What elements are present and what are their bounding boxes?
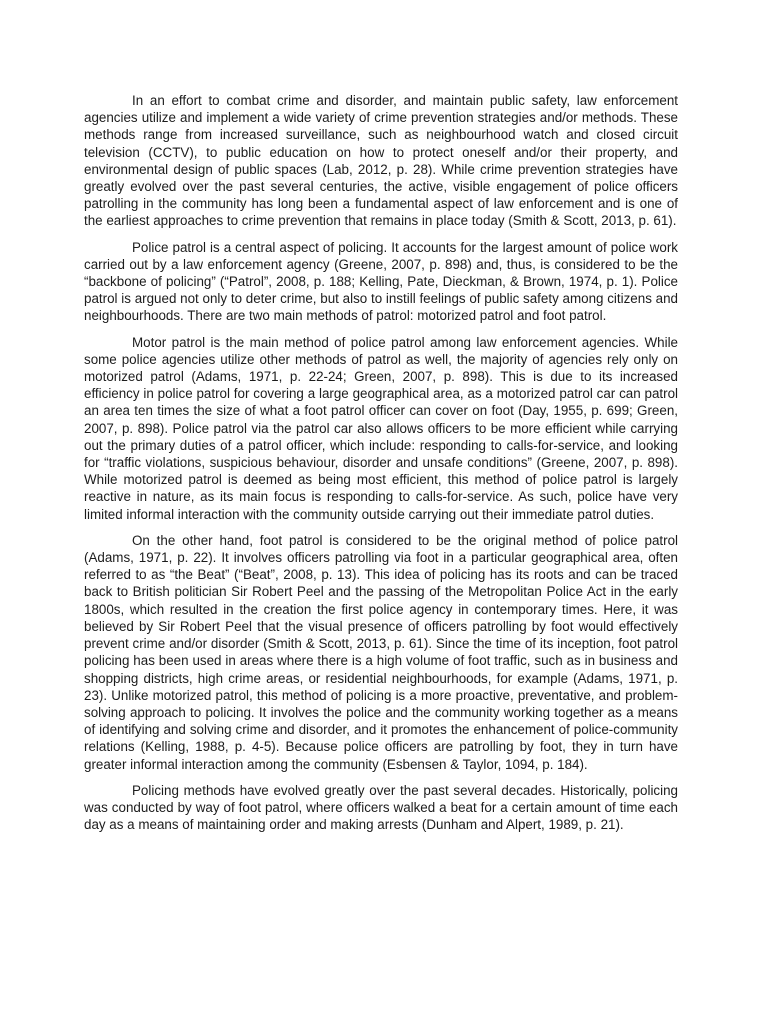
- paragraph-motor-patrol: Motor patrol is the main method of police patrol among law enforcement agencies. While some police agencies utilize other methods of patrol as well, the majority of agencies rely only on motorized patrol (Adams, 1971, p. 22-24; Green, 2007, p. 898). This is due to its increased efficiency in police patrol for covering a large geographical area, as a motorized patrol car can patrol an area ten times the size of what a foot patrol officer can cover on foot (Day, 1955, p. 699; Green, 2007, p. 898). Police patrol via the patrol car also allows officers to be more efficient while carrying out the primary duties of a patrol officer, which include: responding to calls-for-service, and looking for “traffic violations, suspicious behaviour, disorder and unsafe conditions” (Greene, 2007, p. 898). While motorized patrol is deemed as being most efficient, this method of police patrol is largely reactive in nature, as its main focus is responding to calls-for-service. As such, police have very limited informal interaction with the community outside carrying out their immediate patrol duties.: [84, 334, 678, 522]
- paragraph-police-patrol: Police patrol is a central aspect of policing. It accounts for the largest amount of police work carried out by a law enforcement agency (Greene, 2007, p. 898) and, thus, is considered to be the “backbone of policing” (“Patrol”, 2008, p. 188; Kelling, Pate, Dieckman, & Brown, 1974, p. 1). Police patrol is argued not only to deter crime, but also to instill feelings of public safety among citizens and neighbourhoods. There are two main methods of patrol: motorized patrol and foot patrol.: [84, 239, 678, 324]
- document-page: [84, 92, 678, 842]
- paragraph-foot-patrol: On the other hand, foot patrol is considered to be the original method of police patrol (Adams, 1971, p. 22). It involves officers patrolling via foot in a particular geographical area, often referred to as “the Beat” (“Beat”, 2008, p. 13). This idea of policing has its roots and can be traced back to British politician Sir Robert Peel and the passing of the Metropolitan Police Act in the early 1800s, which resulted in the creation the first police agency in contemporary times. Here, it was believed by Sir Robert Peel that the visual presence of officers patrolling by foot would effectively prevent crime and/or disorder (Smith & Scott, 2013, p. 61). Since the time of its inception, foot patrol policing has been used in areas where there is a high volume of foot traffic, such as in business and shopping districts, high crime areas, or residential neighbourhoods, for example (Adams, 1971, p. 23). Unlike motorized patrol, this method of policing is a more proactive, preventative, and problem-solving approach to policing. It involves the police and the community working together as a means of identifying and solving crime and disorder, and it promotes the enhancement of police-community relations (Kelling, 1988, p. 4-5). Because police officers are patrolling by foot, they in turn have greater informal interaction among the community (Esbensen & Taylor, 1094, p. 184).: [84, 532, 678, 772]
- paragraph-crime-prevention: In an effort to combat crime and disorder, and maintain public safety, law enforcement agencies utilize and implement a wide variety of crime prevention strategies and/or methods. These methods range from increased surveillance, such as neighbourhood watch and closed circuit television (CCTV), to public education on how to protect oneself and/or their property, and environmental design of public spaces (Lab, 2012, p. 28). While crime prevention strategies have greatly evolved over the past several centuries, the active, visible engagement of police officers patrolling in the community has long been a fundamental aspect of law enforcement and is one of the earliest approaches to crime prevention that remains in place today (Smith & Scott, 2013, p. 61).: [84, 93, 678, 229]
- paragraph-policing-methods: Policing methods have evolved greatly over the past several decades. Historically, policing was conducted by way of foot patrol, where officers walked a beat for a certain amount of time each day as a means of maintaining order and making arrests (Dunham and Alpert, 1989, p. 21).: [84, 782, 678, 833]
